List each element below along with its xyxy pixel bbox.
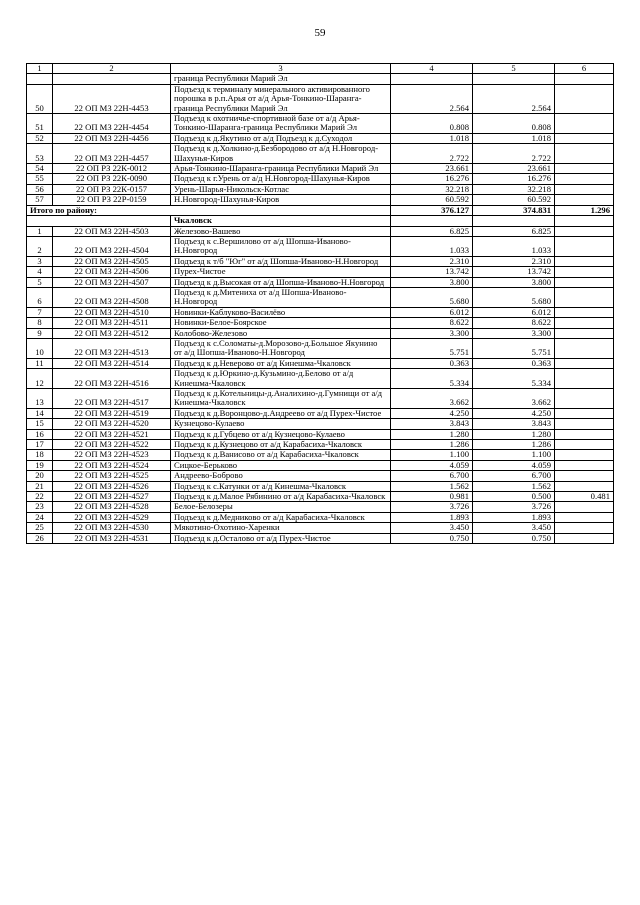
road-code: 22 ОП МЗ 22Н-4516: [53, 369, 171, 389]
road-code: 22 ОП МЗ 22Н-4454: [53, 114, 171, 134]
table-row: [27, 133, 614, 143]
road-code: 22 ОП МЗ 22Н-4456: [53, 133, 171, 143]
length-value-1: 5.751: [473, 338, 555, 358]
row-number: 51: [27, 114, 53, 134]
empty-cell: [391, 216, 473, 226]
length-value-1: 6.825: [473, 226, 555, 236]
road-code: 22 ОП МЗ 22Н-4523: [53, 450, 171, 460]
length-value-1: 2.310: [473, 256, 555, 266]
column-header: 5: [473, 64, 555, 74]
table-row: [27, 358, 614, 368]
length-value-2: [555, 358, 614, 368]
length-value-1: 32.218: [473, 184, 555, 194]
column-header: 4: [391, 64, 473, 74]
row-number: 9: [27, 328, 53, 338]
length-total: 1.018: [391, 133, 473, 143]
row-number: 15: [27, 419, 53, 429]
row-number: 23: [27, 502, 53, 512]
length-value-1: 1.100: [473, 450, 555, 460]
length-value-1: 1.893: [473, 512, 555, 522]
road-name: Белое-Белозеры: [171, 502, 391, 512]
length-value-2: [555, 523, 614, 533]
length-total: 23.661: [391, 164, 473, 174]
table-row: [27, 389, 614, 409]
length-value-1: 0.500: [473, 492, 555, 502]
length-total: 2.564: [391, 84, 473, 113]
length-total: 60.592: [391, 195, 473, 205]
district-section-row: [27, 216, 614, 226]
length-value-2: [555, 481, 614, 491]
row-number: 13: [27, 389, 53, 409]
road-code: 22 ОП МЗ 22Н-4512: [53, 328, 171, 338]
length-total: 3.662: [391, 389, 473, 409]
road-code: 22 ОП МЗ 22Н-4525: [53, 471, 171, 481]
length-value-1: 1.562: [473, 481, 555, 491]
road-name: Подъезд к д.Ванисово от а/д Карабасиха-Чкаловск: [171, 450, 391, 460]
empty-cell: [555, 216, 614, 226]
total-value-1: 376.127: [391, 205, 473, 215]
length-value-2: [555, 184, 614, 194]
road-code: 22 ОП МЗ 22Н-4510: [53, 307, 171, 317]
road-code: 22 ОП РЗ 22К-0012: [53, 164, 171, 174]
length-value-1: 0.808: [473, 114, 555, 134]
length-value-2: [555, 84, 614, 113]
length-value-2: [555, 328, 614, 338]
row-number: 2: [27, 236, 53, 256]
length-value-2: [555, 287, 614, 307]
length-total: 6.012: [391, 307, 473, 317]
table-row: [27, 481, 614, 491]
road-name: Подъезд к д.Кузнецово от а/д Карабасиха-Чкаловск: [171, 440, 391, 450]
length-value-1: 23.661: [473, 164, 555, 174]
road-code: 22 ОП МЗ 22Н-4505: [53, 256, 171, 266]
length-total: 3.800: [391, 277, 473, 287]
length-total: 2.722: [391, 144, 473, 164]
road-name: Подъезд к д.Осталово от а/д Пурех-Чистое: [171, 533, 391, 543]
road-name: Подъезд к д.Котельницы-д.Аналихино-д.Гумнищи от а/д Кинешма-Чкаловск: [171, 389, 391, 409]
road-name: Подъезд к д.Неверово от а/д Кинешма-Чкаловск: [171, 358, 391, 368]
length-value-2: [555, 502, 614, 512]
row-number: 10: [27, 338, 53, 358]
length-value-1: 3.726: [473, 502, 555, 512]
road-name: Подъезд к с.Катунки от а/д Кинешма-Чкаловск: [171, 481, 391, 491]
row-number: 50: [27, 84, 53, 113]
length-total: 2.310: [391, 256, 473, 266]
length-total: 16.276: [391, 174, 473, 184]
table-row: [27, 471, 614, 481]
table-row: [27, 523, 614, 533]
length-value-2: [555, 429, 614, 439]
length-total: 6.700: [391, 471, 473, 481]
road-name: Мякотино-Охотино-Харенки: [171, 523, 391, 533]
table-row: [27, 114, 614, 134]
road-code: 22 ОП МЗ 22Н-4507: [53, 277, 171, 287]
length-value-2: [555, 144, 614, 164]
road-name: Подъезд к д.Холкино-д.Безбородово от а/д Н.Новгород-Шахунья-Киров: [171, 144, 391, 164]
row-number: 22: [27, 492, 53, 502]
table-row: [27, 533, 614, 543]
length-total: 5.680: [391, 287, 473, 307]
table-row: [27, 287, 614, 307]
length-value-2: [555, 74, 614, 84]
row-number: 4: [27, 267, 53, 277]
row-number: 5: [27, 277, 53, 287]
column-header: 1: [27, 64, 53, 74]
table-row: [27, 492, 614, 502]
road-code: 22 ОП МЗ 22Н-4522: [53, 440, 171, 450]
length-value-2: [555, 338, 614, 358]
road-code: [53, 74, 171, 84]
length-value-2: [555, 440, 614, 450]
row-number: 52: [27, 133, 53, 143]
road-name: Колобово-Железово: [171, 328, 391, 338]
length-value-2: [555, 369, 614, 389]
length-total: 1.562: [391, 481, 473, 491]
row-number: 25: [27, 523, 53, 533]
length-value-1: 3.662: [473, 389, 555, 409]
length-value-2: [555, 133, 614, 143]
row-number: [27, 74, 53, 84]
row-number: 26: [27, 533, 53, 543]
length-value-2: [555, 389, 614, 409]
row-number: 1: [27, 226, 53, 236]
road-name: Подъезд к с.Вершилово от а/д Шопша-Иваново-Н.Новгород: [171, 236, 391, 256]
road-code: 22 ОП МЗ 22Н-4531: [53, 533, 171, 543]
length-value-1: 5.680: [473, 287, 555, 307]
roads-table: [26, 63, 614, 544]
road-name: Новинки-Каблуково-Василёво: [171, 307, 391, 317]
page-number: 59: [314, 27, 326, 39]
row-number: 14: [27, 408, 53, 418]
row-number: 53: [27, 144, 53, 164]
road-code: 22 ОП МЗ 22Н-4506: [53, 267, 171, 277]
column-header-row: [27, 64, 614, 74]
road-name: Подъезд к д.Высокая от а/д Шопша-Иваново-Н.Новгород: [171, 277, 391, 287]
length-value-1: 2.564: [473, 84, 555, 113]
length-value-1: [473, 74, 555, 84]
row-number: 3: [27, 256, 53, 266]
road-code: 22 ОП МЗ 22Н-4520: [53, 419, 171, 429]
road-name: Подъезд к терминалу минерального активированного порошка в р.п.Арья от а/д Арья-Тонкино-Шаранга-граница Республики Марий Эл: [171, 84, 391, 113]
district-title: Чкаловск: [171, 216, 391, 226]
road-name: Подъезд к охотничье-спортивной базе от а/д Арья-Тонкино-Шаранга-граница Республики Марий Эл: [171, 114, 391, 134]
length-value-1: 3.843: [473, 419, 555, 429]
table-row: [27, 450, 614, 460]
table-row: [27, 144, 614, 164]
length-value-1: 60.592: [473, 195, 555, 205]
table-row: [27, 74, 614, 84]
road-name: Пурех-Чистое: [171, 267, 391, 277]
road-code: 22 ОП МЗ 22Н-4527: [53, 492, 171, 502]
length-value-1: 4.250: [473, 408, 555, 418]
table-row: [27, 440, 614, 450]
length-total: 1.286: [391, 440, 473, 450]
length-total: 3.843: [391, 419, 473, 429]
road-name: Н.Новгород-Шахунья-Киров: [171, 195, 391, 205]
road-name: Новинки-Белое-Боярское: [171, 318, 391, 328]
row-number: 55: [27, 174, 53, 184]
road-code: 22 ОП МЗ 22Н-4529: [53, 512, 171, 522]
road-name: Подъезд к д.Якутино от а/д Подъезд к д.Суходол: [171, 133, 391, 143]
length-total: 32.218: [391, 184, 473, 194]
table-row: [27, 164, 614, 174]
road-code: 22 ОП МЗ 22Н-4513: [53, 338, 171, 358]
road-code: 22 ОП МЗ 22Н-4530: [53, 523, 171, 533]
length-value-1: 0.750: [473, 533, 555, 543]
length-total: 4.250: [391, 408, 473, 418]
road-code: 22 ОП МЗ 22Н-4526: [53, 481, 171, 491]
road-code: 22 ОП МЗ 22Н-4528: [53, 502, 171, 512]
length-value-1: 6.012: [473, 307, 555, 317]
row-number: 11: [27, 358, 53, 368]
length-value-1: 3.300: [473, 328, 555, 338]
road-name: Железово-Вашевo: [171, 226, 391, 236]
road-name: Урень-Шарья-Никольск-Котлас: [171, 184, 391, 194]
length-value-2: [555, 195, 614, 205]
road-name: Подъезд к д.Медниково от а/д Карабасиха-Чкаловск: [171, 512, 391, 522]
length-value-2: [555, 512, 614, 522]
column-header: 3: [171, 64, 391, 74]
length-total: 0.750: [391, 533, 473, 543]
length-total: 13.742: [391, 267, 473, 277]
road-name: Андреево-Боброво: [171, 471, 391, 481]
length-value-2: [555, 277, 614, 287]
column-header: 6: [555, 64, 614, 74]
length-value-2: [555, 267, 614, 277]
length-value-2: [555, 408, 614, 418]
length-total: 1.033: [391, 236, 473, 256]
length-value-2: [555, 419, 614, 429]
road-code: 22 ОП МЗ 22Н-4519: [53, 408, 171, 418]
row-number: 6: [27, 287, 53, 307]
length-total: 5.751: [391, 338, 473, 358]
length-total: 1.893: [391, 512, 473, 522]
length-value-2: [555, 174, 614, 184]
length-value-1: 5.334: [473, 369, 555, 389]
road-code: 22 ОП МЗ 22Н-4503: [53, 226, 171, 236]
length-total: 4.059: [391, 460, 473, 470]
length-total: [391, 74, 473, 84]
empty-cell: [473, 216, 555, 226]
road-name: Подъезд к д.Воронцово-д.Андреево от а/д Пурех-Чистое: [171, 408, 391, 418]
table-row: [27, 429, 614, 439]
table-row: [27, 226, 614, 236]
length-value-1: 6.700: [473, 471, 555, 481]
road-name: Подъезд к г.Урень от а/д Н.Новгород-Шахунья-Киров: [171, 174, 391, 184]
length-total: 8.622: [391, 318, 473, 328]
road-name: граница Республики Марий Эл: [171, 74, 391, 84]
length-value-1: 1.018: [473, 133, 555, 143]
row-number: 7: [27, 307, 53, 317]
table-row: [27, 512, 614, 522]
empty-cell: [27, 216, 171, 226]
road-name: Подъезд к д.Митениха от а/д Шопша-Иваново-Н.Новгород: [171, 287, 391, 307]
length-value-2: [555, 460, 614, 470]
table-row: [27, 502, 614, 512]
total-row: [27, 205, 614, 215]
table-row: [27, 84, 614, 113]
length-total: 0.981: [391, 492, 473, 502]
length-total: 3.300: [391, 328, 473, 338]
road-code: 22 ОП МЗ 22Н-4514: [53, 358, 171, 368]
road-code: 22 ОП МЗ 22Н-4457: [53, 144, 171, 164]
row-number: 56: [27, 184, 53, 194]
row-number: 17: [27, 440, 53, 450]
row-number: 20: [27, 471, 53, 481]
total-value-3: 1.296: [555, 205, 614, 215]
length-total: 1.280: [391, 429, 473, 439]
length-total: 3.726: [391, 502, 473, 512]
table-row: [27, 195, 614, 205]
row-number: 12: [27, 369, 53, 389]
length-value-2: [555, 256, 614, 266]
length-value-2: [555, 236, 614, 256]
road-name: Подъезд к с.Соломаты-д.Морозово-д.Большое Якунино от а/д Шопша-Иваново-Н.Новгород: [171, 338, 391, 358]
road-code: 22 ОП МЗ 22Н-4521: [53, 429, 171, 439]
length-value-2: [555, 318, 614, 328]
table-row: [27, 184, 614, 194]
road-name: Арья-Тонкино-Шаранга-граница Республики Марий Эл: [171, 164, 391, 174]
table-row: [27, 408, 614, 418]
road-name: Подъезд к т/б "Юг" от а/д Шопша-Иваново-Н.Новгород: [171, 256, 391, 266]
row-number: 54: [27, 164, 53, 174]
length-value-1: 0.363: [473, 358, 555, 368]
length-total: 3.450: [391, 523, 473, 533]
length-value-2: [555, 226, 614, 236]
length-value-2: [555, 114, 614, 134]
length-value-1: 16.276: [473, 174, 555, 184]
row-number: 19: [27, 460, 53, 470]
road-code: 22 ОП МЗ 22Н-4508: [53, 287, 171, 307]
length-value-1: 13.742: [473, 267, 555, 277]
road-code: 22 ОП МЗ 22Н-4517: [53, 389, 171, 409]
road-code: 22 ОП РЗ 22Р-0159: [53, 195, 171, 205]
table-row: [27, 307, 614, 317]
length-value-2: [555, 471, 614, 481]
length-value-1: 3.450: [473, 523, 555, 533]
row-number: 8: [27, 318, 53, 328]
table-row: [27, 267, 614, 277]
length-value-1: 2.722: [473, 144, 555, 164]
road-name: Сицкое-Берьково: [171, 460, 391, 470]
length-value-1: 3.800: [473, 277, 555, 287]
length-value-1: 1.033: [473, 236, 555, 256]
table-row: [27, 318, 614, 328]
table-row: [27, 460, 614, 470]
column-header: 2: [53, 64, 171, 74]
length-value-1: 8.622: [473, 318, 555, 328]
row-number: 24: [27, 512, 53, 522]
table-row: [27, 338, 614, 358]
table-row: [27, 369, 614, 389]
road-name: Кузнецово-Кулаево: [171, 419, 391, 429]
road-code: 22 ОП МЗ 22Н-4453: [53, 84, 171, 113]
table-row: [27, 236, 614, 256]
road-name: Подъезд к д.Малое Рябинино от а/д Карабасиха-Чкаловск: [171, 492, 391, 502]
table-row: [27, 328, 614, 338]
row-number: 18: [27, 450, 53, 460]
length-value-2: [555, 307, 614, 317]
length-total: 6.825: [391, 226, 473, 236]
length-value-2: 0.481: [555, 492, 614, 502]
row-number: 21: [27, 481, 53, 491]
total-label: Итого по району:: [27, 205, 391, 215]
length-value-2: [555, 533, 614, 543]
length-value-1: 1.286: [473, 440, 555, 450]
road-code: 22 ОП МЗ 22Н-4504: [53, 236, 171, 256]
road-code: 22 ОП МЗ 22Н-4524: [53, 460, 171, 470]
length-total: 0.363: [391, 358, 473, 368]
length-total: 1.100: [391, 450, 473, 460]
road-code: 22 ОП РЗ 22К-0157: [53, 184, 171, 194]
length-value-2: [555, 450, 614, 460]
road-name: Подъезд к д.Губцево от а/д Кузнецово-Кулаево: [171, 429, 391, 439]
length-total: 0.808: [391, 114, 473, 134]
road-code: 22 ОП РЗ 22К-0090: [53, 174, 171, 184]
road-name: Подъезд к д.Юркино-д.Кузьмино-д.Белово от а/д Кинешма-Чкаловск: [171, 369, 391, 389]
length-value-2: [555, 164, 614, 174]
table-row: [27, 174, 614, 184]
road-code: 22 ОП МЗ 22Н-4511: [53, 318, 171, 328]
length-total: 5.334: [391, 369, 473, 389]
length-value-1: 4.059: [473, 460, 555, 470]
row-number: 57: [27, 195, 53, 205]
row-number: 16: [27, 429, 53, 439]
table-row: [27, 277, 614, 287]
table-row: [27, 419, 614, 429]
table-row: [27, 256, 614, 266]
total-value-2: 374.831: [473, 205, 555, 215]
length-value-1: 1.280: [473, 429, 555, 439]
